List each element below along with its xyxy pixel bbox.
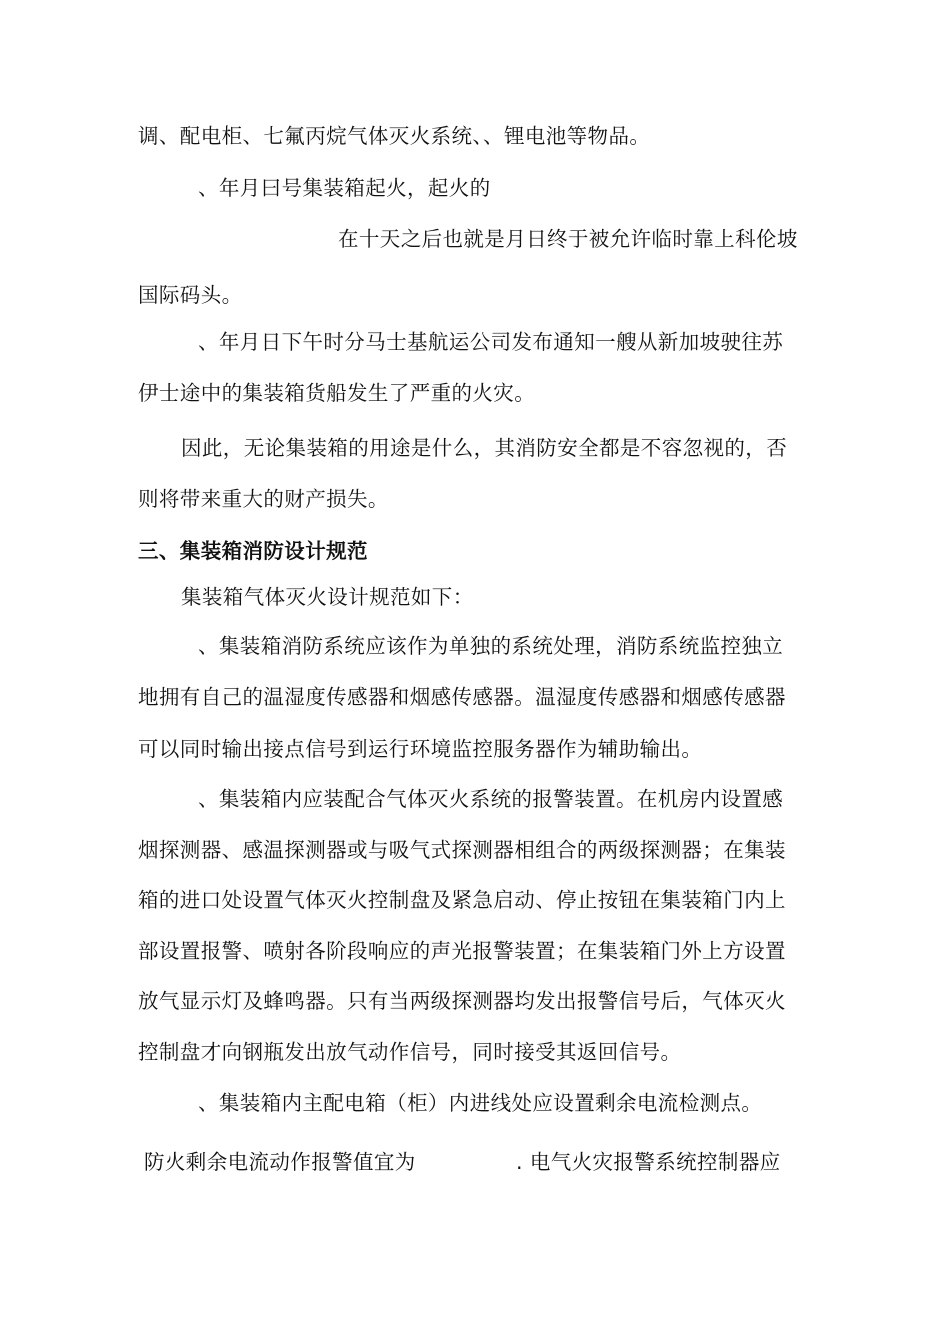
paragraph-line: 、集装箱内主配电箱（柜）内进线处应设置剩余电流检测点。	[198, 1091, 763, 1115]
paragraph-line: 烟探测器、感温探测器或与吸气式探测器相组合的两级探测器；在集装	[138, 838, 786, 862]
paragraph-line: 国际码头。	[138, 283, 243, 307]
paragraph-line: 集装箱气体灭火设计规范如下：	[181, 585, 474, 609]
paragraph-line: 部设置报警、喷射各阶段响应的声光报警装置；在集装箱门外上方设置	[138, 939, 786, 963]
paragraph-line: 放气显示灯及蜂鸣器。只有当两级探测器均发出报警信号后，气体灭火	[138, 989, 786, 1013]
paragraph-line: 、年月日下午时分马士基航运公司发布通知一艘从新加坡驶往苏	[198, 330, 784, 354]
paragraph-line: 控制盘才向钢瓶发出放气动作信号，同时接受其返回信号。	[138, 1040, 682, 1064]
paragraph-line: 、集装箱内应装配合气体灭火系统的报警装置。在机房内设置感	[198, 787, 784, 811]
paragraph-line: 则将带来重大的财产损失。	[138, 487, 389, 511]
paragraph-line: 在十天之后也就是月日终于被允许临时靠上科伦坡	[338, 227, 798, 251]
section-heading: 三、集装箱消防设计规范	[138, 539, 368, 563]
paragraph-line: 可以同时输出接点信号到运行环境监控服务器作为辅助输出。	[138, 737, 703, 761]
paragraph-line-partial: 防火剩余电流动作报警值宜为	[144, 1150, 416, 1174]
cut-off-line	[130, 1148, 830, 1174]
paragraph-line: 箱的进口处设置气体灭火控制盘及紧急启动、停止按钮在集装箱门内上	[138, 888, 786, 912]
paragraph-line: 调、配电柜、七氟丙烷气体灭火系统、、锂电池等物品。	[138, 124, 651, 148]
paragraph-line-partial: . 电气火灾报警系统控制器应	[516, 1150, 781, 1174]
paragraph-line: 、集装箱消防系统应该作为单独的系统处理，消防系统监控独立	[198, 634, 784, 658]
paragraph-line: 地拥有自己的温湿度传感器和烟感传感器。温湿度传感器和烟感传感器	[138, 685, 786, 709]
paragraph-line: 伊士途中的集装箱货船发生了严重的火灾。	[138, 381, 536, 405]
paragraph-line: 、年月曰号集装箱起火，起火的	[198, 176, 491, 200]
paragraph-line: 因此，无论集装箱的用途是什么，其消防安全都是不容忽视的，否	[181, 436, 788, 460]
